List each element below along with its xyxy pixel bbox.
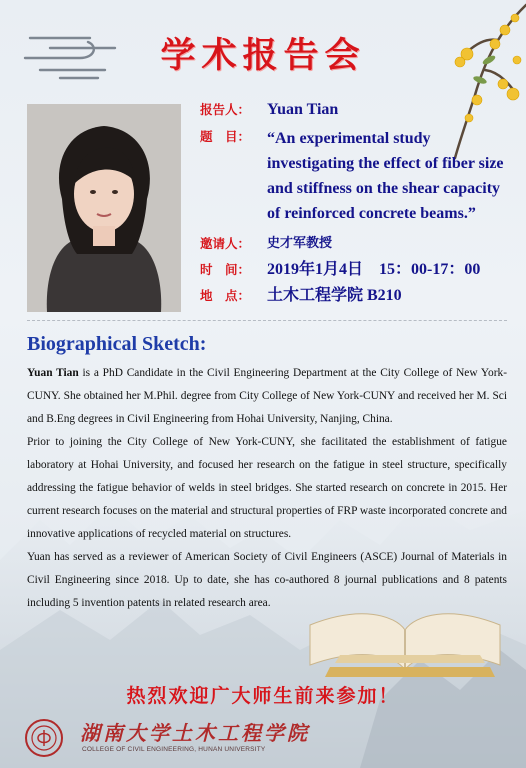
bio-p1-text: is a PhD Candidate in the Civil Engineering Department at the City College of New York-CUNY. She obtained her M.Phil. degree from City College of New York-CUNY and received her M. Sci and B.Eng degrees in Civil Engineering from Hohai University, Nanjing, China. [27,367,507,425]
bio-name: Yuan Tian [27,367,79,379]
page-title: 学术报告会 [160,36,366,76]
speaker-value: Yuan Tian [267,101,339,118]
topic-label: 题 目： [200,129,251,144]
bio-paragraph-1 [27,362,507,431]
divider [27,320,507,321]
school-name-cn: 湖南大学土木工程学院 [80,721,310,745]
bio-heading: Biographical Sketch: [27,333,207,355]
bio-paragraph-3: Yuan has served as a reviewer of American Society of Civil Engineers (ASCE) Journal of Materials in Civil Engineering since 2018. Up to date, she has co-authored 8 journal publications and 8 patents including 5 invention patents in related research area. [27,551,507,609]
place-value: 土木工程学院 B210 [267,287,402,304]
time-value: 2019年1月4日 15：00-17：00 [267,261,481,278]
place-label: 地 点： [200,288,251,303]
host-label: 邀请人： [200,236,251,251]
school-name-en: COLLEGE OF CIVIL ENGINEERING, HUNAN UNIVERSITY [82,746,266,753]
bio-paragraph-2: Prior to joining the City College of New York-CUNY, she facilitated the establishment of fatigue laboratory at Hohai University, and focused her research on the fatigue in steel structure, specifically addressing the fatigue behavior of welds in steel bridges. She started research on concrete in 2015. Her current research focuses on the material and structural properties of FRP waste incorporated concrete and innovative applications of recycled material on structures. [27,436,507,540]
time-label: 时 间： [200,262,251,277]
bio-text [27,362,507,615]
topic-value: “An experimental study investigating the effect of fiber size and stiffness on the shear capacity of reinforced concrete beams.” [267,130,504,222]
host-value: 史才军教授 [267,236,333,251]
welcome-banner: 热烈欢迎广大师生前来参加！ [126,685,400,707]
speaker-photo [27,104,181,312]
speaker-label: 报告人： [200,102,251,117]
college-seal-icon [24,718,64,758]
